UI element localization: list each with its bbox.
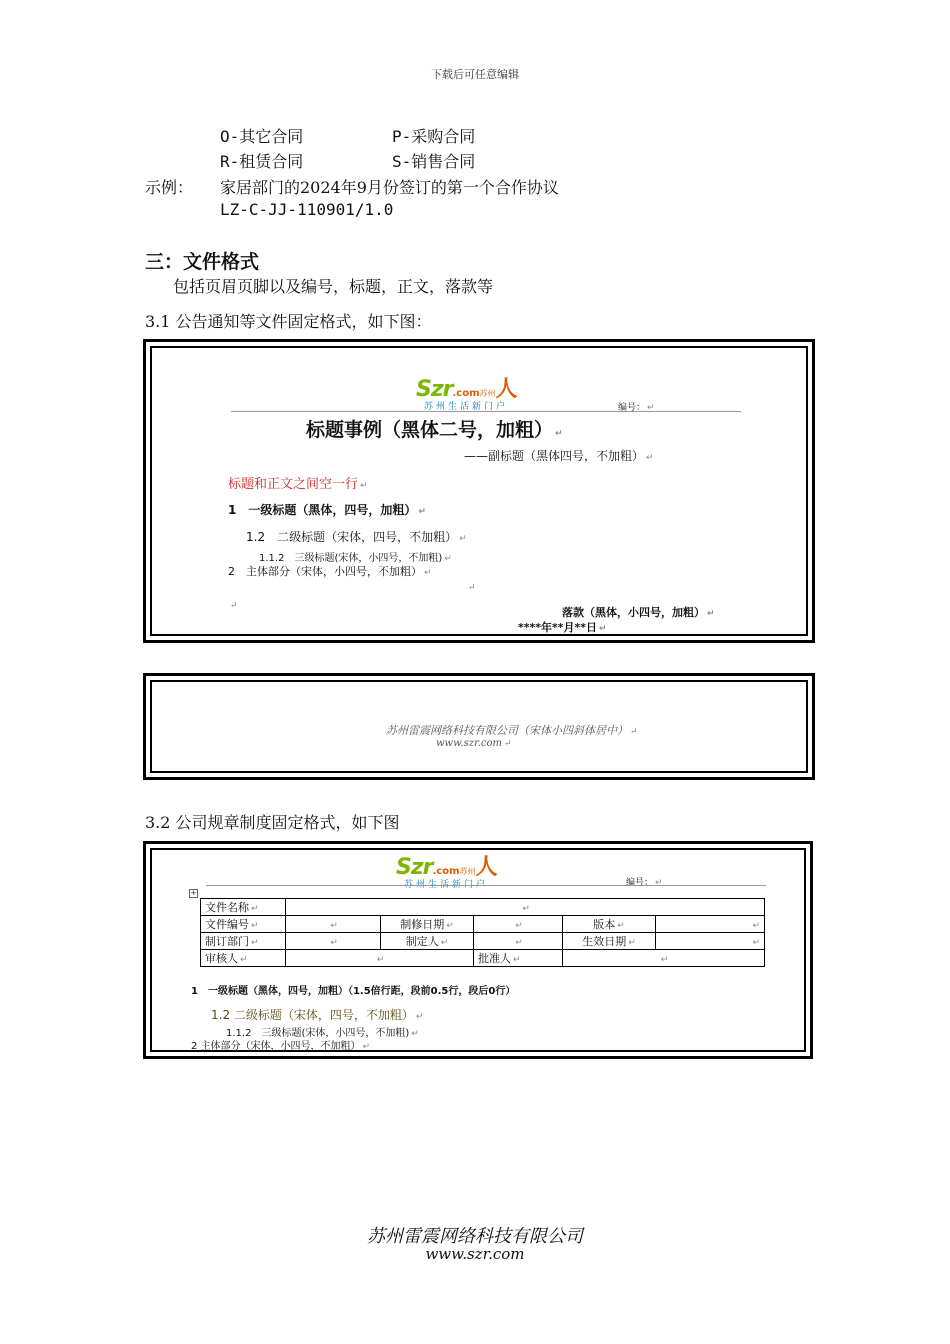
code-p: P-采购合同 [392,127,476,146]
table-row [201,916,765,933]
example-label: 示例： [145,178,194,197]
table-cell: 生效日期 ↵ [563,933,656,950]
section-title: 三：文件格式 [145,251,260,273]
table-cell: ↵ [474,933,563,950]
sample-date: ****年**月**日 ↵ [518,621,607,634]
table-cell: 版本 ↵ [563,916,656,933]
code-r: R-租赁合同 [220,152,304,171]
table-row [201,899,765,916]
table-cell: ↵ [286,916,381,933]
sample-h1: 1 一级标题（黑体，四号，加粗）（1.5倍行距，段前0.5行，段后0行） [191,986,516,997]
code-s: S-销售合同 [392,152,476,171]
number-label: 编号： ↵ [626,878,663,888]
sample-footer-company: 苏州雷震网络科技有限公司（宋体小四斜体居中） ↵ [386,724,638,737]
section-intro: 包括页眉页脚以及编号，标题，正文，落款等 [173,277,494,296]
szr-logo: Szr.com苏州人 苏州生活新门户 [396,855,498,890]
header-rule [231,411,741,412]
sample-body: 2 主体部分（宋体，小四号，不加粗） ↵ [228,565,432,578]
table-cell: ↵ [563,950,765,967]
example-code: LZ-C-JJ-110901/1.0 [220,200,394,219]
table-cell: ↵ [474,916,563,933]
section-3-1-heading: 3.1 公告通知等文件固定格式，如下图： [145,312,432,331]
sample-h2: 1.2 二级标题（宋体，四号，不加粗） ↵ [246,530,467,544]
code-o: O-其它合同 [220,127,304,146]
sample-subtitle: ——副标题（黑体四号，不加粗） ↵ [464,449,654,463]
table-cell: 批准人 ↵ [474,950,563,967]
paragraph-mark: ↵ [468,583,476,593]
figure-notice-format [143,339,815,643]
header-rule [206,885,766,886]
sample-body: 2 主体部分（宋体，小四号，不加粗） ↵ [191,1041,371,1052]
figure-footer-format [143,673,815,780]
table-cell: 制定人 ↵ [381,933,474,950]
sample-h1: 1 一级标题（黑体，四号，加粗） ↵ [228,503,426,517]
footer-url: www.szr.com [425,1245,525,1263]
table-cell: ↵ [286,950,474,967]
paragraph-mark: ↵ [230,601,238,611]
section-3-2-heading: 3.2 公司规章制度固定格式，如下图 [145,813,400,832]
figure-regulation-format [143,841,813,1059]
sample-footer-url: www.szr.com ↵ [436,738,512,749]
table-row [201,950,765,967]
footer-company: 苏州雷震网络科技有限公司 [367,1226,583,1247]
sample-h3: 1.1.2 三级标题(宋体，小四号，不加粗) ↵ [259,553,452,564]
document-info-table [200,898,765,967]
table-cell: ↵ [286,899,765,916]
table-cell: 制修日期 ↵ [381,916,474,933]
sample-title: 标题事例（黑体二号，加粗） ↵ [306,419,563,441]
sample-signature: 落款（黑体，小四号，加粗） ↵ [562,606,715,619]
sample-h2: 1.2 二级标题（宋体，四号，不加粗） ↵ [211,1008,424,1022]
table-cell: 文件名称 ↵ [201,899,286,916]
table-cell: 审核人 ↵ [201,950,286,967]
table-cell: ↵ [286,933,381,950]
spacing-note: 标题和正文之间空一行 ↵ [228,477,368,492]
table-cell: 文件编号 ↵ [201,916,286,933]
szr-logo: Szr.com苏州人 苏州生活新门户 [416,377,518,412]
page-header-note: 下载后可任意编辑 [431,68,519,81]
table-cell: ↵ [656,933,765,950]
example-desc: 家居部门的2024年9月份签订的第一个合作协议 [220,178,559,197]
number-label: 编号： ↵ [618,403,655,413]
table-move-handle[interactable]: + [190,889,197,897]
table-cell: 制订部门 ↵ [201,933,286,950]
table-row [201,933,765,950]
sample-h3: 1.1.2 三级标题(宋体，小四号，不加粗) ↵ [226,1028,419,1039]
table-cell: ↵ [656,916,765,933]
